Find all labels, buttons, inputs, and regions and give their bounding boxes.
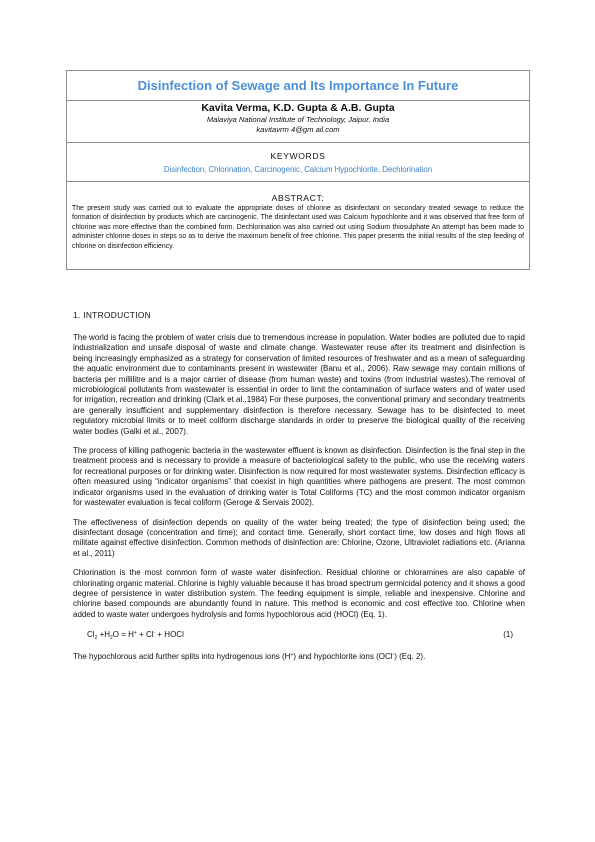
- abstract-heading: ABSTRACT:: [271, 193, 325, 203]
- paragraph-4: Chlorination is the most common form of waste water disinfection. Residual chlorine or chloramines are also capable of chlorinating organic material. Chlorine is highly valuable because it has broad spectrum germicidal potency and it shows a good degree of persistence in water distribution system. The feeding equipment is simple, reliable and inexpensive. Chlorine and chlorine based compounds are abundantly found in nature. This method is economic and cost effective too. Chlorine when added to waste water undergoes hydrolysis and forms hypochlorous acid (HOCl) (Eq. 1).: [73, 568, 525, 619]
- body-text: [73, 310, 525, 672]
- paragraph-2: The process of killing pathogenic bacteria in the wastewater effluent is known as disinfection. Disinfection is the final step in the treatment process and is necessary to provide a measure of bacteriological safety to the public, who use the receiving waters for recreational purposes or for drinking water. Disinfection is now required for most wastewater systems. Disinfection efficacy is often measured using “indicator organisms” that coexist in high quantities where pathogens are present. The most common indicator organisms used in the evaluation of drinking water is Total Coliforms (TC) and the most common indicator organism for wastewater evaluation is fecal coliform (Geroge & Servais 2002).: [73, 446, 525, 508]
- paragraph-3: The effectiveness of disinfection depends on quality of the water being treated; the type of disinfection being used; the disinfectant dosage (concentration and time); and contact time. Generally, short contact time, low doses and high flows all militate against effective disinfection. Common methods of disinfection are: Chlorine, Ozone, Ultraviolet radiations etc. (Arianna et al., 2011): [73, 517, 525, 558]
- paragraph-1: The world is facing the problem of water crisis due to tremendous increase in population. Water bodies are polluted due to rapid industrialization and unsafe disposal of waste and climate change. Wastewater reuse after its treatment and disinfection is being increasingly emphasized as a strategy for conservation of limited resources of freshwater and as a mean of safeguarding the aquatic environment due to contaminants present in wastewater (Banu et al., 2006). Raw sewage may contain millions of bacteria per millilitre and is a major carrier of disease (from human waste) and toxins (from industrial wastes).The removal of microbiological pollutants from wastewater is essential in order to limit the contamination of surface waters and of water used for irrigation, recreation and drinking (Clark et al.,1984) For these purposes, the conventional primary and secondary treatments are generally insufficient and supplementary disinfection is therefore necessary. Sewage has to be disinfected to meet regulatory microbial limits or to meet coliform discharge standards in order to preserve the biological quality of the receiving water bodies (Galki et al., 2007).: [73, 333, 525, 436]
- keywords-list: Disinfection, Chlorination, Carcinogenic, Calcium Hypochlorite, Dechlorination: [163, 165, 433, 174]
- keywords-heading: KEYWORDS: [270, 151, 326, 161]
- affiliation: Malaviya National Institute of Technology, Jaipur, India: [206, 115, 390, 124]
- title-row: [67, 71, 529, 101]
- keywords-row: [67, 143, 529, 182]
- equation-expression: $Cl_2 +H_2O = H^+ + Cl^-$ + HOCl: [87, 630, 184, 642]
- paragraph-5: The hypochlorous acid further splits into hydrogenous ions (H+) and hypochlorite ions (OCl-) (Eq. 2).: [73, 652, 426, 662]
- header-frame: [66, 70, 530, 270]
- abstract-text: The present study was carried out to evaluate the appropriate doses of chlorine as disinfectant on secondary treated sewage to reduce the formation of disinfection by products which are carcinogenic. The disinfectant used was Calcium hypochlorite and it was observed that free form of chlorine was more effective than the combined form. Dechlorination was also carried out using Sodium thiosulphate An attempt has been made to administer chlorine doses in steps so as to derive the maximum benefit of free chlorine. This paper presents the initial results of the step feeding of chlorine on disinfection efficiency.: [72, 205, 524, 250]
- author-names: Kavita Verma, K.D. Gupta & A.B. Gupta: [201, 102, 395, 114]
- abstract-row: [67, 182, 529, 269]
- equation-number: (1): [503, 630, 513, 640]
- paper-title: Disinfection of Sewage and Its Importance In Future: [137, 78, 459, 93]
- authors-row: [67, 101, 529, 143]
- section-heading-introduction: 1. INTRODUCTION: [73, 310, 152, 320]
- author-email: kavitavrm 4@gm ail.com: [256, 125, 340, 134]
- equation-1: [73, 629, 525, 640]
